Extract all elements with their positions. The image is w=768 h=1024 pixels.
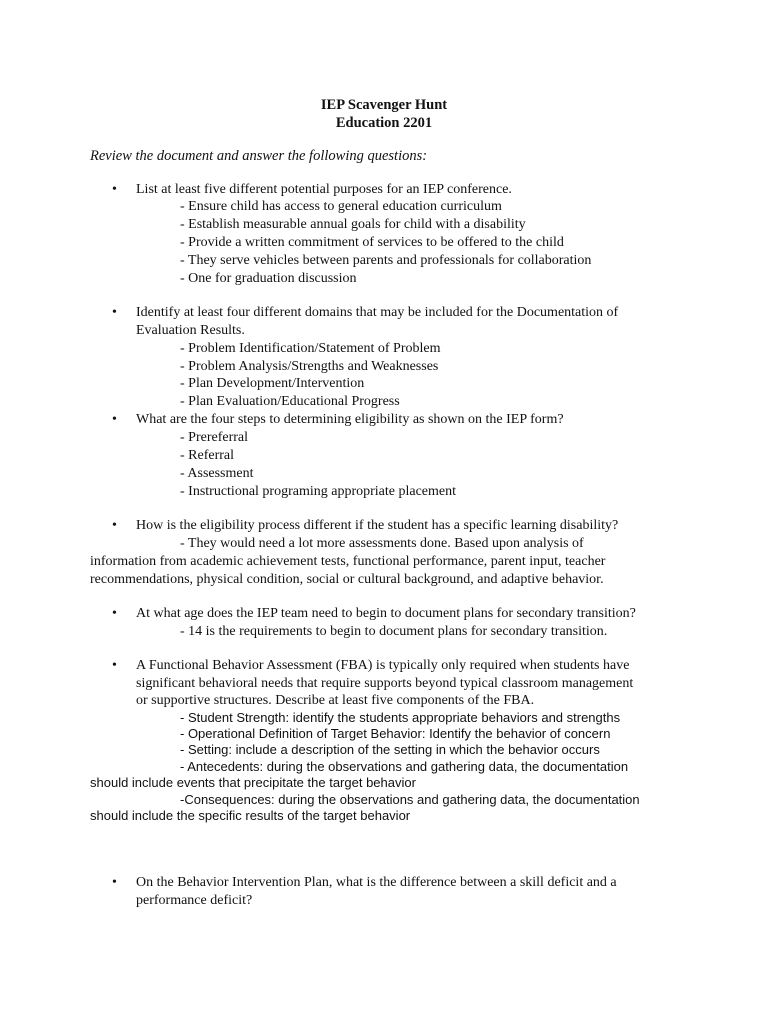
answer-line: - One for graduation discussion bbox=[180, 271, 357, 286]
question-7-cont: performance deficit? bbox=[136, 893, 253, 908]
answer-line: - Instructional programing appropriate placement bbox=[180, 484, 457, 499]
answer-line: - They would need a lot more assessments done. Based upon analysis of bbox=[180, 536, 584, 551]
answer-line: should include events that precipitate the target behavior bbox=[90, 775, 416, 790]
bullet: • bbox=[112, 412, 117, 427]
question-1: List at least five different potential purposes for an IEP conference. bbox=[136, 182, 512, 197]
answer-line: - Setting: include a description of the setting in which the behavior occurs bbox=[180, 742, 600, 757]
document-course: Education 2201 bbox=[335, 115, 433, 131]
question-5: At what age does the IEP team need to begin to document plans for secondary transition? bbox=[136, 606, 636, 621]
question-2: Identify at least four different domains that may be included for the Documentation of bbox=[136, 305, 619, 320]
answer-line: - Assessment bbox=[180, 466, 254, 481]
answer-line: - Problem Identification/Statement of Problem bbox=[180, 341, 441, 356]
answer-line: - Operational Definition of Target Behavior: Identify the behavior of concern bbox=[180, 726, 611, 741]
bullet: • bbox=[112, 182, 117, 197]
question-6: A Functional Behavior Assessment (FBA) is typically only required when students have bbox=[136, 658, 630, 673]
answer-line: - They serve vehicles between parents and professionals for collaboration bbox=[180, 253, 592, 268]
answer-line: - Referral bbox=[180, 448, 235, 463]
answer-line: information from academic achievement tests, functional performance, parent input, teacher bbox=[90, 554, 606, 569]
question-3: What are the four steps to determining eligibility as shown on the IEP form? bbox=[136, 412, 564, 427]
question-6-cont: or supportive structures. Describe at least five components of the FBA. bbox=[136, 693, 535, 708]
question-4: How is the eligibility process different if the student has a specific learning disability? bbox=[136, 518, 619, 533]
document-title: IEP Scavenger Hunt bbox=[320, 97, 448, 113]
answer-line: - Plan Evaluation/Educational Progress bbox=[180, 394, 400, 409]
bullet: • bbox=[112, 658, 117, 673]
answer-line: - Ensure child has access to general education curriculum bbox=[180, 199, 502, 214]
answer-line: recommendations, physical condition, social or cultural background, and adaptive behavior. bbox=[90, 572, 604, 587]
bullet: • bbox=[112, 305, 117, 320]
answer-line: - Antecedents: during the observations and gathering data, the documentation bbox=[180, 759, 629, 774]
answer-line: - Provide a written commitment of services to be offered to the child bbox=[180, 235, 564, 250]
answer-line: - Plan Development/Intervention bbox=[180, 376, 365, 391]
bullet: • bbox=[112, 606, 117, 621]
bullet: • bbox=[112, 875, 117, 890]
answer-line: - Student Strength: identify the students appropriate behaviors and strengths bbox=[180, 710, 621, 725]
answer-line: - Establish measurable annual goals for child with a disability bbox=[180, 217, 526, 232]
instructions: Review the document and answer the following questions: bbox=[90, 148, 428, 164]
answer-line: - Prereferral bbox=[180, 430, 249, 445]
question-2-cont: Evaluation Results. bbox=[136, 323, 245, 338]
answer-line: -Consequences: during the observations and gathering data, the documentation bbox=[180, 792, 640, 807]
answer-line: - 14 is the requirements to begin to document plans for secondary transition. bbox=[180, 624, 608, 639]
question-6-cont: significant behavioral needs that require supports beyond typical classroom management bbox=[136, 676, 634, 691]
bullet: • bbox=[112, 518, 117, 533]
answer-line: should include the specific results of the target behavior bbox=[90, 808, 411, 823]
question-7: On the Behavior Intervention Plan, what is the difference between a skill deficit and a bbox=[136, 875, 617, 890]
answer-line: - Problem Analysis/Strengths and Weaknesses bbox=[180, 359, 439, 374]
